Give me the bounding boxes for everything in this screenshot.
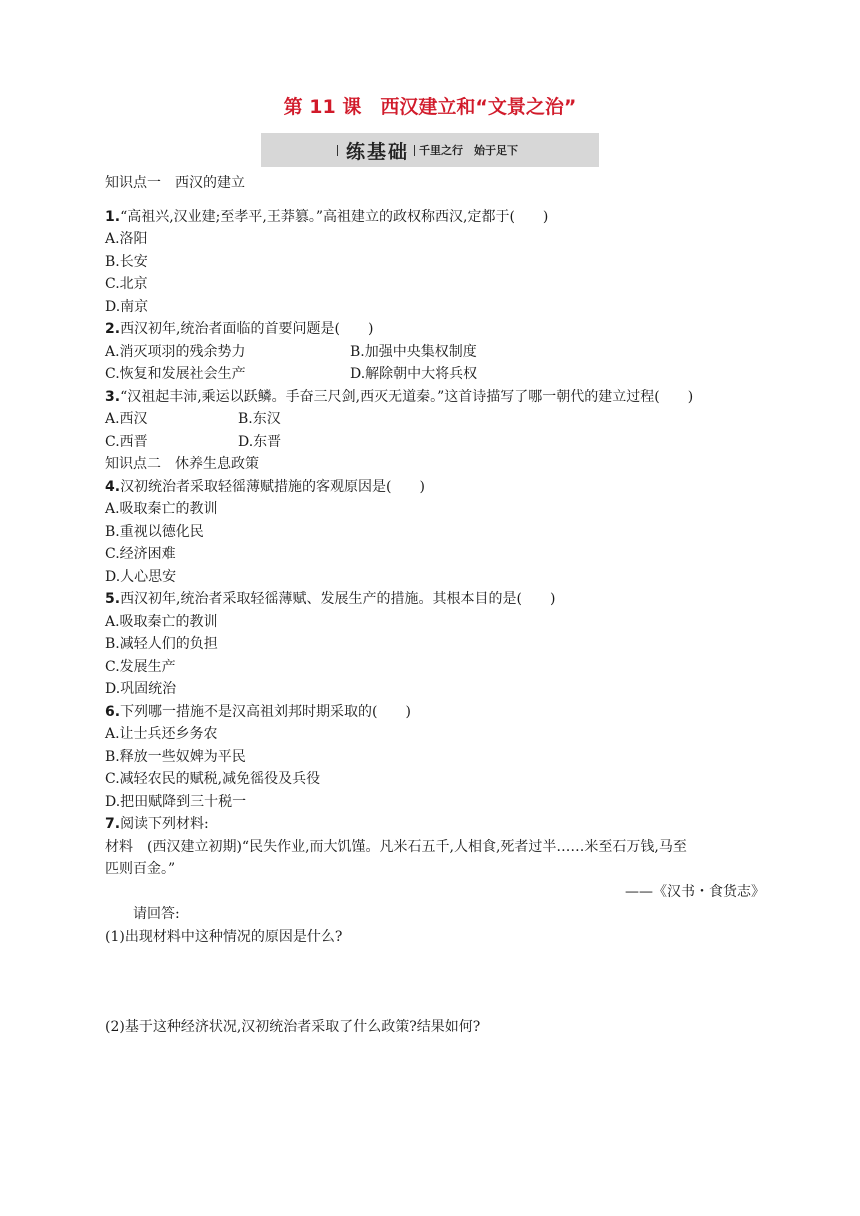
question-number: 5. [105, 591, 121, 607]
option: D.解除朝中大将兵权 [350, 366, 478, 382]
question-number: 2. [105, 321, 121, 337]
divider-bar [337, 145, 338, 156]
sub-question-1: (1)出现材料中这种情况的原因是什么? [105, 928, 343, 945]
sub-question-2: (2)基于这种经济状况,汉初统治者采取了什么政策?结果如何? [105, 1019, 481, 1035]
question-2 [105, 318, 765, 341]
divider-bar [414, 145, 415, 156]
option-row [105, 341, 765, 364]
answer-prompt: 请回答: [133, 906, 180, 922]
question-number: 3. [105, 388, 121, 405]
option: D.南京 [105, 298, 149, 315]
question-stem: 汉初统治者采取轻徭薄赋措施的客观原因是( ) [120, 478, 425, 495]
question-stem: 西汉初年,统治者面临的首要问题是( ) [120, 321, 374, 337]
option: A.消灭项羽的残余势力 [105, 343, 246, 360]
option: D.人心思安 [105, 568, 177, 585]
practice-banner [261, 133, 599, 167]
option: C.西晋 [105, 433, 148, 450]
option: D.东晋 [238, 433, 282, 450]
option: A.吸取秦亡的教训 [105, 613, 218, 630]
question-list [105, 172, 765, 1039]
question-7 [105, 813, 765, 836]
option: A.洛阳 [105, 231, 148, 247]
option: A.西汉 [105, 411, 148, 427]
section-heading: 知识点一 西汉的建立 [105, 175, 245, 191]
option: D.巩固统治 [105, 681, 177, 697]
option: C.经济困难 [105, 546, 176, 562]
option: A.吸取秦亡的教训 [105, 501, 218, 517]
question-6 [105, 701, 765, 724]
option: C.北京 [105, 276, 148, 292]
option: B.重视以德化民 [105, 523, 204, 540]
question-number: 7. [105, 816, 121, 832]
question-stem: 西汉初年,统治者采取轻徭薄赋、发展生产的措施。其根本目的是( ) [120, 591, 556, 607]
option: B.减轻人们的负担 [105, 636, 218, 652]
page-title: 第 11 课 西汉建立和“文景之治” [283, 96, 577, 118]
question-stem: 阅读下列材料: [120, 816, 209, 832]
material-text: 匹则百金。” [105, 861, 176, 877]
banner-sub-label: 千里之行 始于足下 [419, 144, 519, 157]
question-number: 6. [105, 703, 121, 720]
question-stem: “汉祖起丰沛,乘运以跃鳞。手奋三尺剑,西灭无道秦。”这首诗描写了哪一朝代的建立过程( ) [120, 388, 694, 405]
question-number: 4. [105, 478, 121, 495]
option: A.让士兵还乡务农 [105, 726, 218, 742]
option-row [105, 408, 765, 431]
option: B.东汉 [238, 411, 281, 427]
question-5 [105, 588, 765, 611]
option-row [105, 363, 765, 386]
question-3 [105, 386, 765, 409]
answer-space [105, 948, 765, 1016]
option: B.长安 [105, 253, 148, 270]
question-4 [105, 476, 765, 499]
question-stem: 下列哪一措施不是汉高祖刘邦时期采取的( ) [120, 703, 411, 720]
banner-main-label: 练基础 [346, 140, 410, 163]
material-source: ——《汉书・食货志》 [625, 883, 765, 900]
option: B.加强中央集权制度 [350, 343, 477, 360]
option: D.把田赋降到三十税一 [105, 793, 247, 810]
option: B.释放一些奴婢为平民 [105, 748, 246, 765]
section-heading: 知识点二 休养生息政策 [105, 456, 259, 472]
option: C.减轻农民的赋税,减免徭役及兵役 [105, 771, 321, 787]
option: C.发展生产 [105, 658, 176, 675]
option: C.恢复和发展社会生产 [105, 366, 246, 382]
material-text: 材料 (西汉建立初期)“民失作业,而大饥馑。凡米石五千,人相食,死者过半……米至石万钱,马至 [105, 838, 687, 855]
question-1 [105, 206, 765, 229]
option-row [105, 431, 765, 454]
question-number: 1. [105, 208, 121, 225]
question-stem: “高祖兴,汉业建;至孝平,王莽篡。”高祖建立的政权称西汉,定都于( ) [120, 208, 549, 225]
